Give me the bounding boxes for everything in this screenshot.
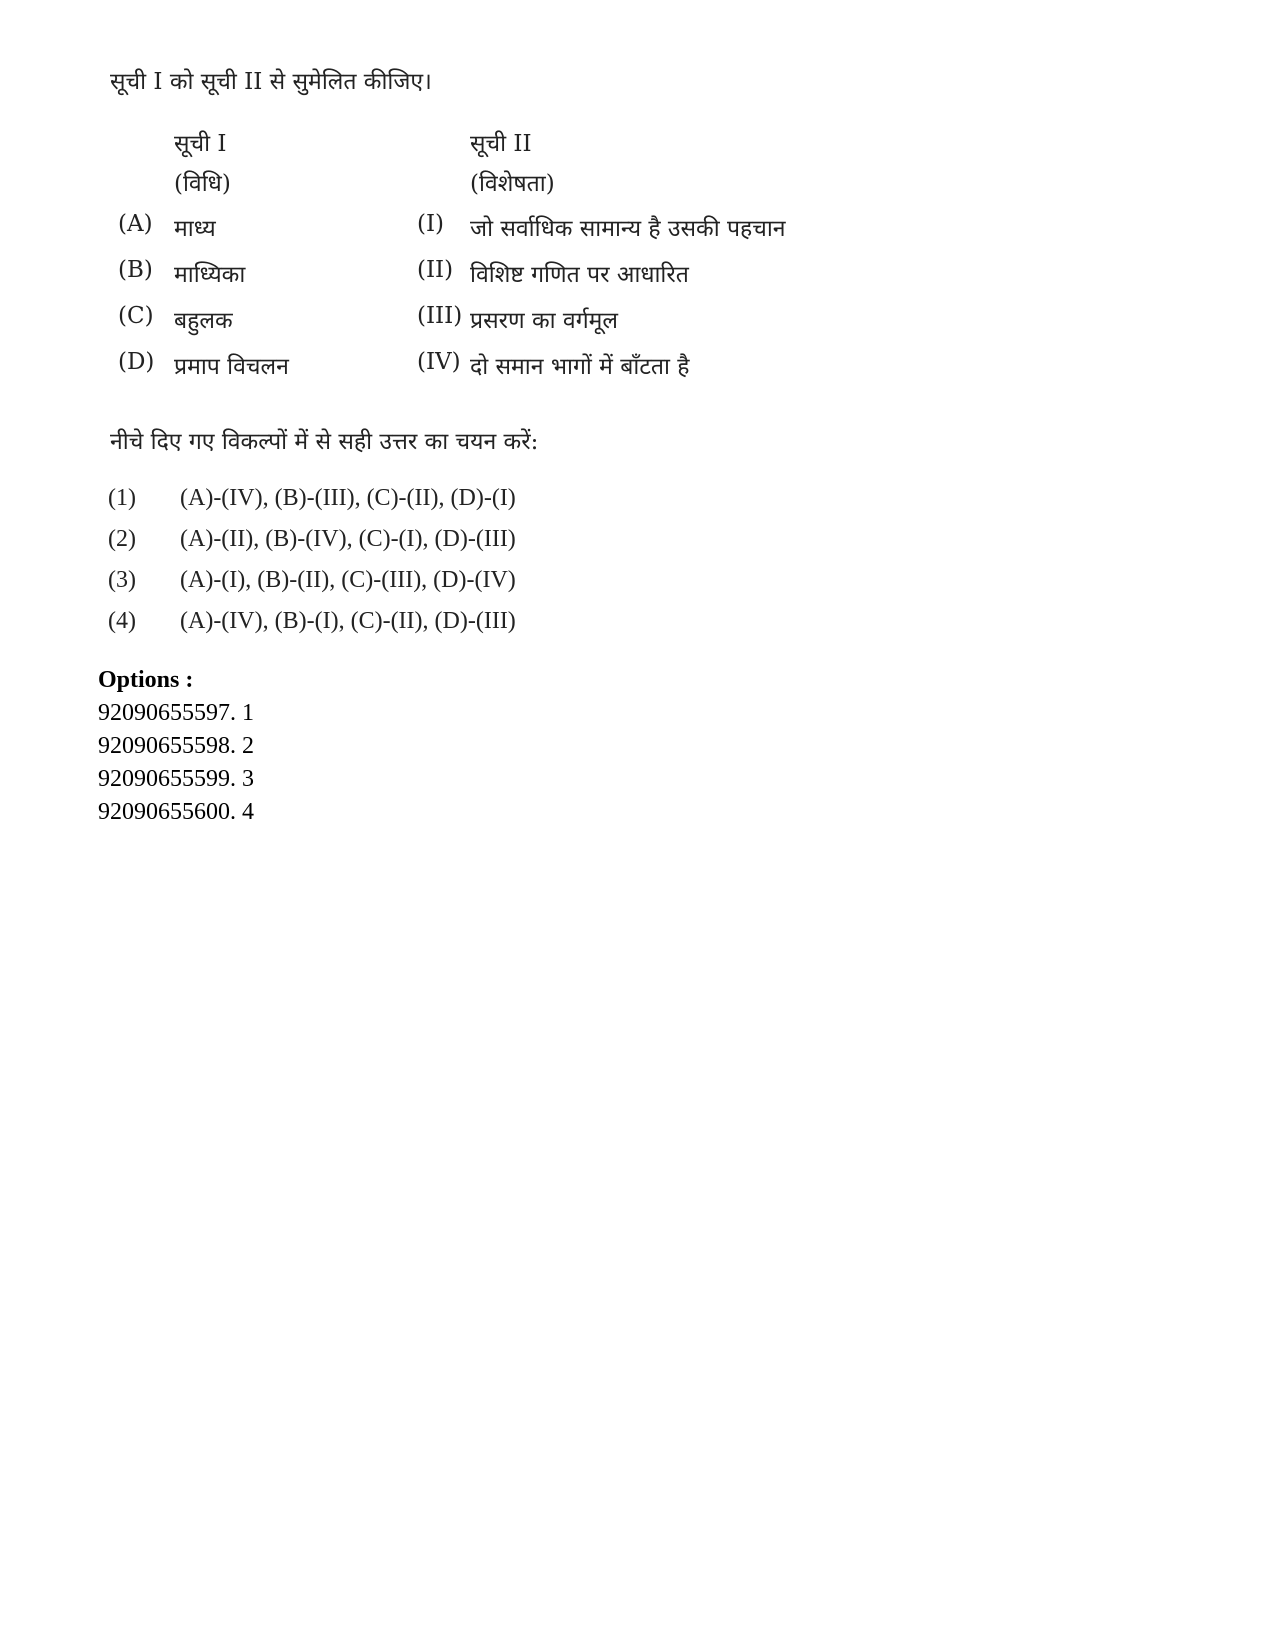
- answer-choice-3: [0, 567, 1275, 601]
- choice-number: (1): [108, 485, 136, 511]
- choice-text: (A)-(I), (B)-(II), (C)-(III), (D)-(IV): [180, 567, 516, 593]
- choice-number: (3): [108, 567, 136, 593]
- match-row-c: [0, 303, 1275, 337]
- row-left-text: माध्य: [174, 216, 216, 242]
- match-row-b: [0, 257, 1275, 291]
- match-row-a: [0, 211, 1275, 245]
- list1-heading: सूची I: [174, 131, 227, 157]
- option-id-4: 92090655600. 4: [98, 799, 254, 825]
- answer-choice-1: [0, 485, 1275, 519]
- row-left-text: बहुलक: [174, 308, 233, 334]
- question-instruction: नीचे दिए गए विकल्पों में से सही उत्तर का चयन करें:: [110, 429, 539, 455]
- option-id-1: 92090655597. 1: [98, 700, 254, 726]
- row-right-label: (II): [417, 257, 454, 283]
- option-id-3: 92090655599. 3: [98, 766, 254, 792]
- option-id-2: 92090655598. 2: [98, 733, 254, 759]
- choice-text: (A)-(IV), (B)-(I), (C)-(II), (D)-(III): [180, 608, 516, 634]
- choice-text: (A)-(II), (B)-(IV), (C)-(I), (D)-(III): [180, 526, 516, 552]
- row-right-label: (III): [417, 303, 463, 329]
- choice-text: (A)-(IV), (B)-(III), (C)-(II), (D)-(I): [180, 485, 516, 511]
- row-right-label: (IV): [417, 349, 461, 375]
- options-heading: Options :: [98, 667, 194, 693]
- choice-number: (4): [108, 608, 136, 634]
- row-left-text: प्रमाप विचलन: [174, 354, 289, 380]
- row-right-text: विशिष्ट गणित पर आधारित: [470, 262, 689, 288]
- question-intro: सूची I को सूची II से सुमेलित कीजिए।: [110, 69, 432, 95]
- row-left-label: (A): [118, 211, 153, 237]
- row-left-label: (B): [118, 257, 153, 283]
- row-left-label: (C): [118, 303, 154, 329]
- row-right-text: जो सर्वाधिक सामान्य है उसकी पहचान: [470, 216, 786, 242]
- row-right-text: दो समान भागों में बाँटता है: [470, 354, 690, 380]
- row-right-label: (I): [417, 211, 445, 237]
- answer-choice-2: [0, 526, 1275, 560]
- choice-number: (2): [108, 526, 136, 552]
- match-row-d: [0, 349, 1275, 383]
- list2-subheading: (विशेषता): [470, 171, 555, 197]
- row-left-text: माध्यिका: [174, 262, 246, 288]
- row-right-text: प्रसरण का वर्गमूल: [470, 308, 618, 334]
- list1-subheading: (विधि): [174, 171, 231, 197]
- answer-choice-4: [0, 608, 1275, 642]
- row-left-label: (D): [118, 349, 155, 375]
- list2-heading: सूची II: [470, 131, 532, 157]
